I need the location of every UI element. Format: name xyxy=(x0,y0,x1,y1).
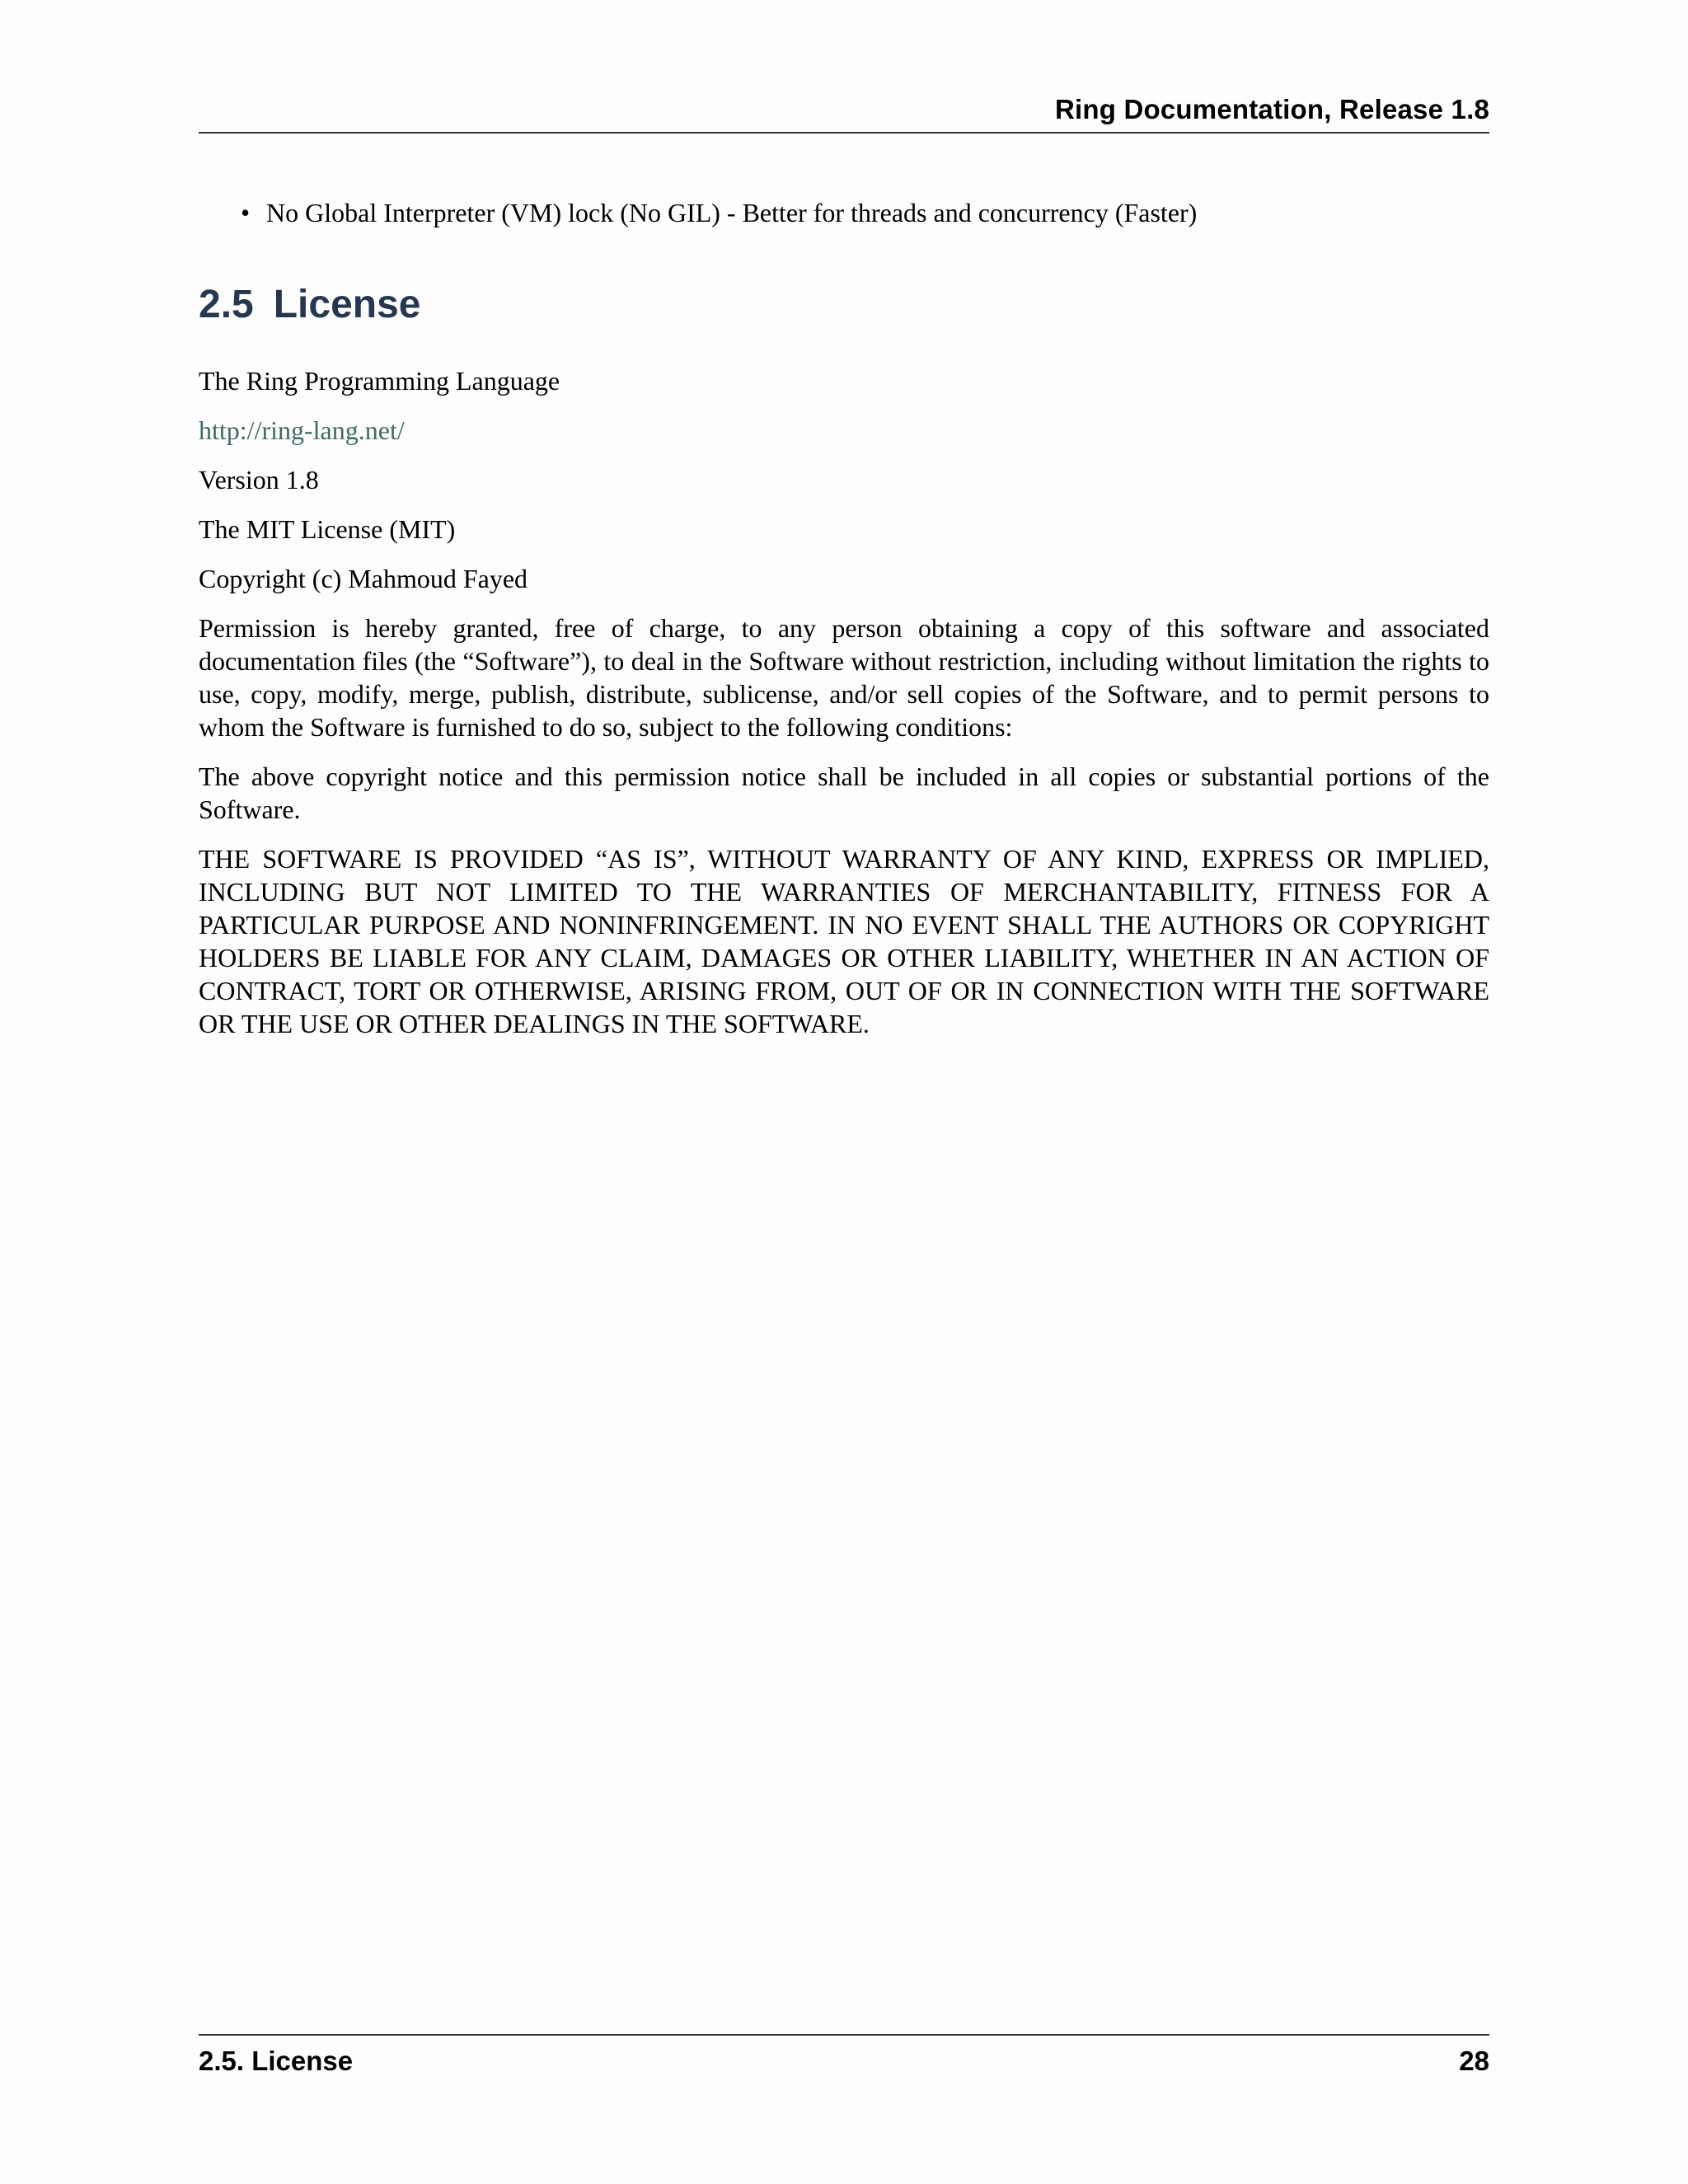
license-url-paragraph xyxy=(199,414,1489,447)
license-url-link[interactable]: http://ring-lang.net/ xyxy=(199,415,405,445)
page-header xyxy=(199,89,1489,134)
license-type: The MIT License (MIT) xyxy=(199,514,456,544)
page-footer xyxy=(199,2034,1489,2085)
license-warranty-paragraph: THE SOFTWARE IS PROVIDED “AS IS”, WITHOUT WARRANTY OF ANY KIND, EXPRESS OR IMPLIED, INCLUDING BUT NOT LIMITED TO THE WARRANTIES OF MERCHANTABILITY, FITNESS FOR A PARTICULAR PURPOSE AND NONINFRINGEMENT. IN NO EVENT SHALL THE AUTHORS OR COPYRIGHT HOLDERS BE LIABLE FOR ANY CLAIM, DAMAGES OR OTHER LIABILITY, WHETHER IN AN ACTION OF CONTRACT, TORT OR OTHERWISE, ARISING FROM, OUT OF OR IN CONNECTION WITH THE SOFTWARE OR THE USE OR OTHER DEALINGS IN THE SOFTWARE. xyxy=(199,844,1489,1038)
license-version: Version 1.8 xyxy=(199,465,319,494)
section-number: 2.5 xyxy=(199,283,254,326)
footer-section: 2.5. License xyxy=(199,2046,354,2076)
list-item xyxy=(199,196,1489,229)
bullet-icon: • xyxy=(241,198,251,227)
license-copyright: Copyright (c) Mahmoud Fayed xyxy=(199,564,528,593)
page-content xyxy=(199,196,1489,1057)
license-permission-paragraph: Permission is hereby granted, free of charge, to any person obtaining a copy of this software and associated documentation files (the “Software”), to deal in the Software without restriction, including without limitation the rights to use, copy, modify, merge, publish, distribute, sublicense, and/or sell copies of the Software, and to permit persons to whom the Software is furnished to do so, subject to the following conditions: xyxy=(199,613,1489,742)
license-name: The Ring Programming Language xyxy=(199,366,560,396)
section-heading xyxy=(199,282,1489,328)
feature-list xyxy=(199,196,1489,229)
license-notice-paragraph: The above copyright notice and this permission notice shall be included in all copies or substantial portions of the Software. xyxy=(199,762,1489,824)
header-title: Ring Documentation, Release 1.8 xyxy=(1055,94,1489,124)
list-item-text: No Global Interpreter (VM) lock (No GIL) - Better for threads and concurrency (Faster) xyxy=(266,198,1198,227)
section-title: License xyxy=(273,283,421,326)
page-number: 28 xyxy=(1459,2046,1489,2076)
